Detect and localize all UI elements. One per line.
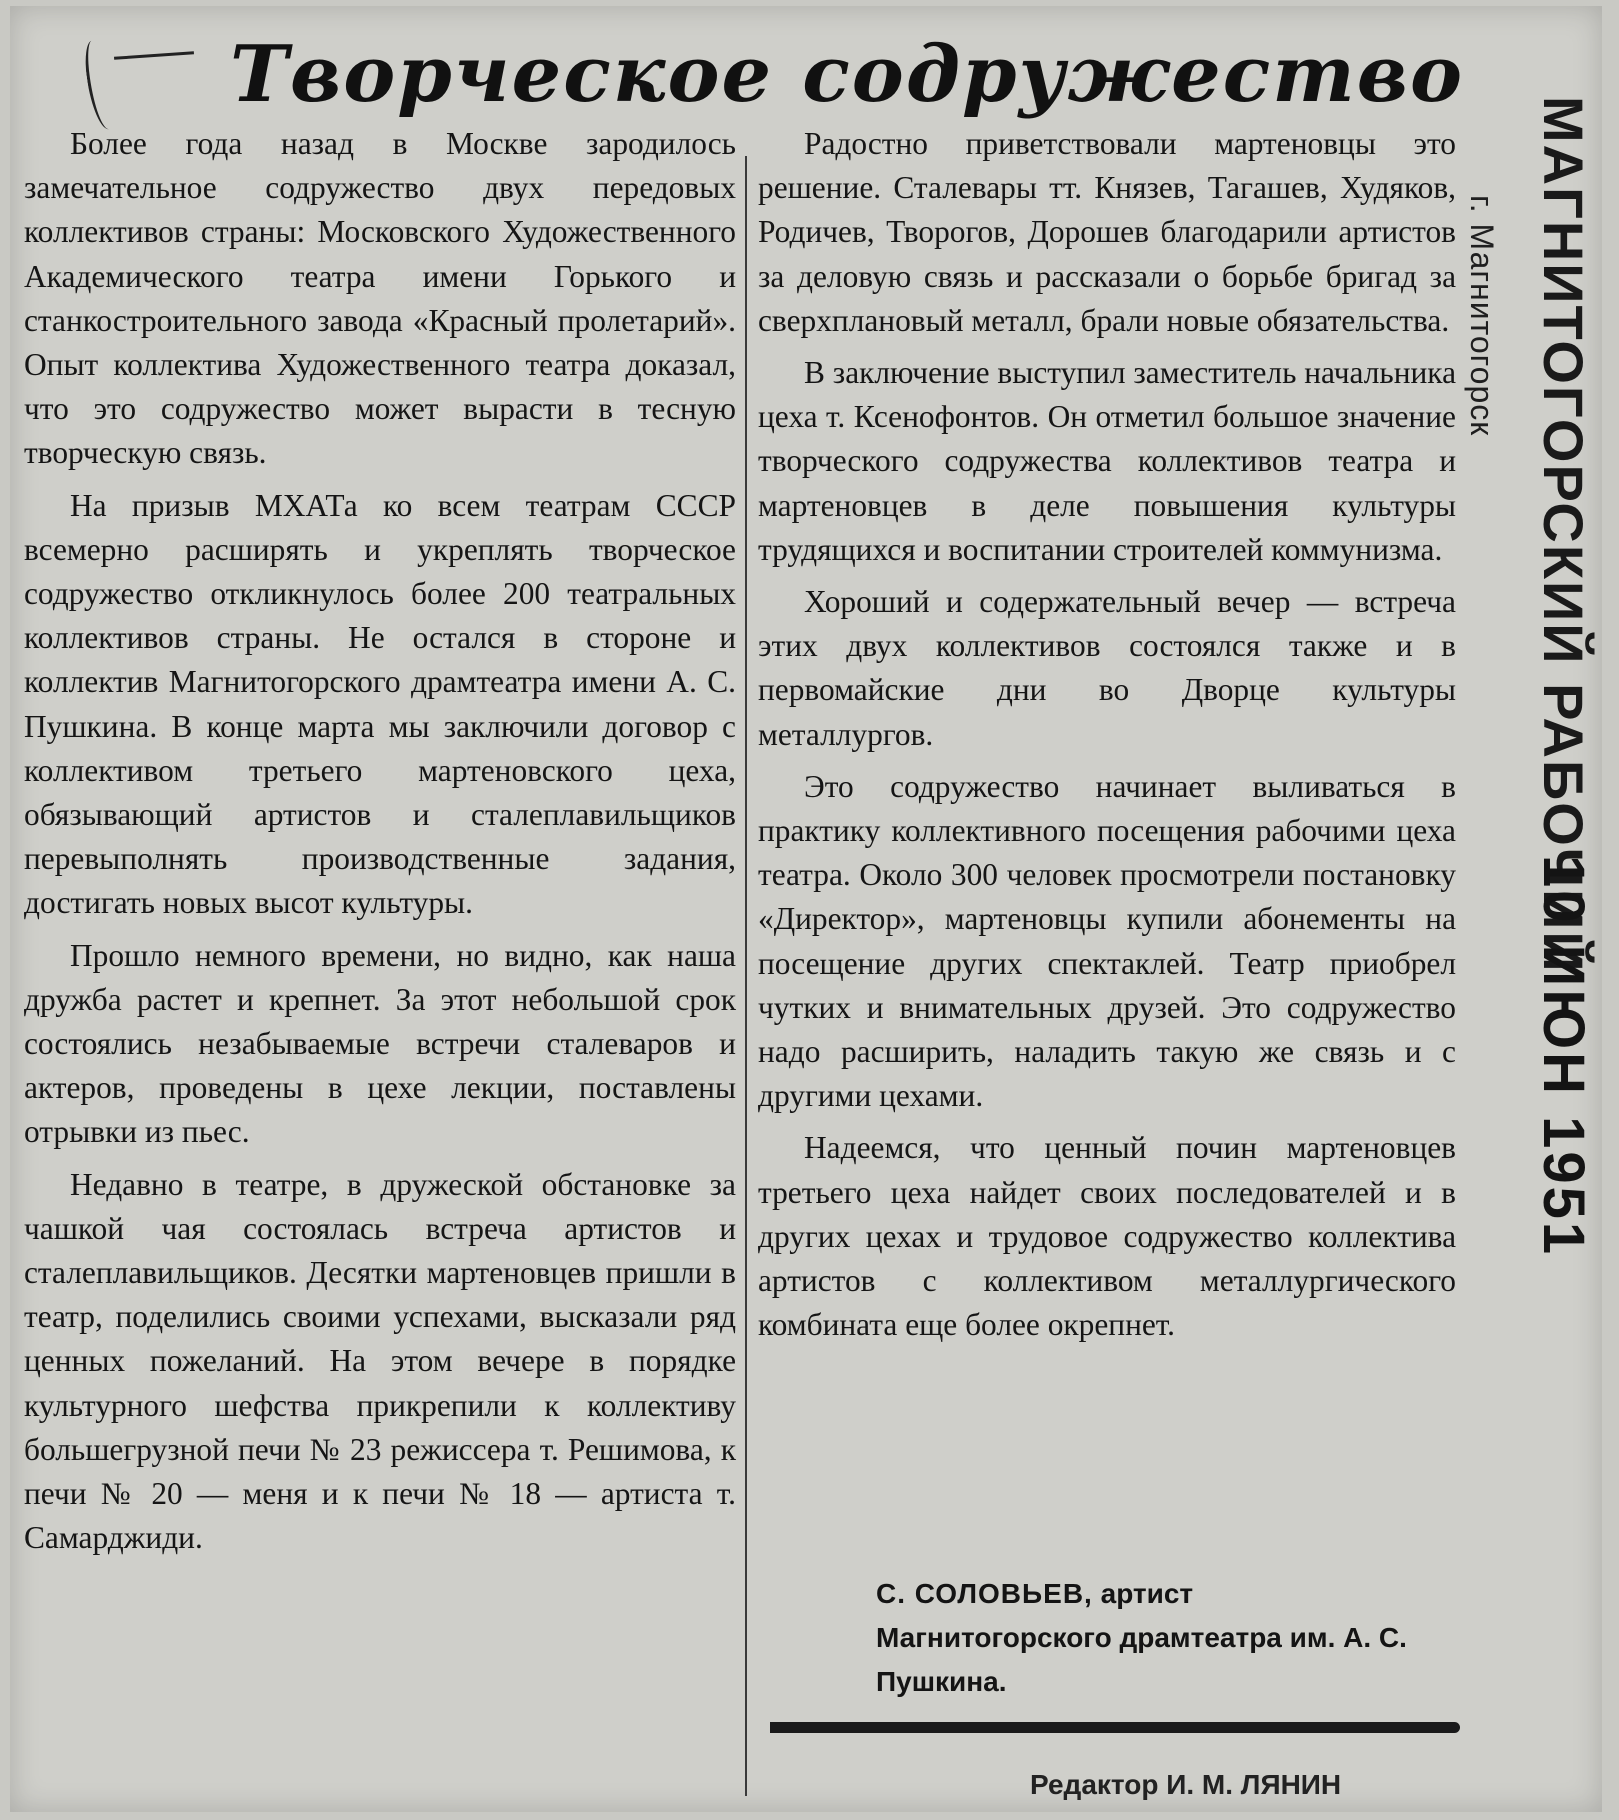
author-signature [876,1572,1436,1704]
left-column [24,122,736,1569]
paragraph: Это содружество начинает выливаться в практику коллективного посещения рабочими цеха театра. Около 300 человек просмотрели постановку «Директор», мартеновцы купили абонементы на посещение других спектаклей. Театр приобрел чутких и внимательных друзей. Это содружество надо расширить, наладить такую же связь и с другими цехами. [758,768,1456,1114]
paragraph: Прошло немного времени, но видно, как наша дружба растет и крепнет. За этот небольшой срок состоялись незабываемые встречи сталеваров и актеров, проведены в цехе лекции, поставлены отрывки из пьес. [24,937,736,1150]
paragraph: Недавно в театре, в дружеской обстановке за чашкой чая состоялась встреча артистов и сталеплавильщиков. Десятки мартеновцев пришли в театр, поделились своими успехами, высказали ряд ценных пожеланий. На этом вечере в порядке культурного шефства прикрепили к коллективу большегрузной печи № 23 режиссера т. Решимова, к печи № 20 — меня и к печи № 18 — артиста т. Самарджиди. [24,1166,736,1556]
paragraph: Хороший и содержательный вечер — встреча этих двух коллективов состоялся также и в первомайские дни во Дворце культуры металлургов. [758,584,1456,752]
editor-line: Редактор И. М. ЛЯНИН [1030,1769,1342,1800]
paragraph: Надеемся, что ценный почин мартеновцев третьего цеха найдет своих последователей и в других цехах и трудовое содружество коллектива артистов с коллективом металлургического комбината еще более окрепнет. [758,1130,1456,1343]
paragraph: На призыв МХАТа ко всем театрам СССР всемерно расширять и укреплять творческое содружество откликнулось более 200 театральных коллективов страны. Не остался в стороне и коллектив Магнитогорского драмтеатра имени А. С. Пушкина. В конце марта мы заключили договор с коллективом третьего мартеновского цеха, обязывающий артистов и сталеплавильщиков перевыполнять производственные задания, достигать новых высот культуры. [24,487,736,921]
paragraph: Более года назад в Москве зародилось замечательное содружество двух передовых коллективов страны: Московского Художественного Академического театра имени Горького и станкостроительного завода «Красный пролетарий». Опыт коллектива Художественного театра доказал, что это содружество может вырасти в тесную творческую связь. [24,126,736,471]
newspaper-clipping [10,6,1602,1812]
author-title: артист Магнитогорского драмтеатра им. А. С. Пушкина. [876,1578,1407,1697]
paragraph: В заключение выступил заместитель начальника цеха т. Ксенофонтов. Он отметил большое значение творческого содружества коллективов театра и мартеновцев в деле повышения культуры трудящихся и воспитании строителей коммунизма. [758,355,1456,567]
column-divider [745,156,747,1796]
right-column [758,122,1456,1355]
handwritten-mark [82,39,119,132]
stamp-date: 10 ИЮН 1951 [1531,855,1596,1258]
stamp-paper-name: МАГНИТОГОРСКИЙ РАБОЧИЙ [1532,96,1595,974]
article-headline: Творческое содружество [230,29,1464,120]
handwritten-dash [114,51,194,60]
stamp-city: г. Магнитогорск [1464,195,1500,437]
paragraph: Радостно приветствовали мартеновцы это решение. Сталевары тт. Князев, Тагашев, Худяков, Родичев, Творогов, Дорошев благодарили артистов за деловую связь и рассказали о борьбе бригад за сверхплановый металл, брали новые обязательства. [758,126,1456,338]
author-name: С. СОЛОВЬЕВ, [876,1578,1093,1609]
closing-rule [770,1722,1460,1733]
